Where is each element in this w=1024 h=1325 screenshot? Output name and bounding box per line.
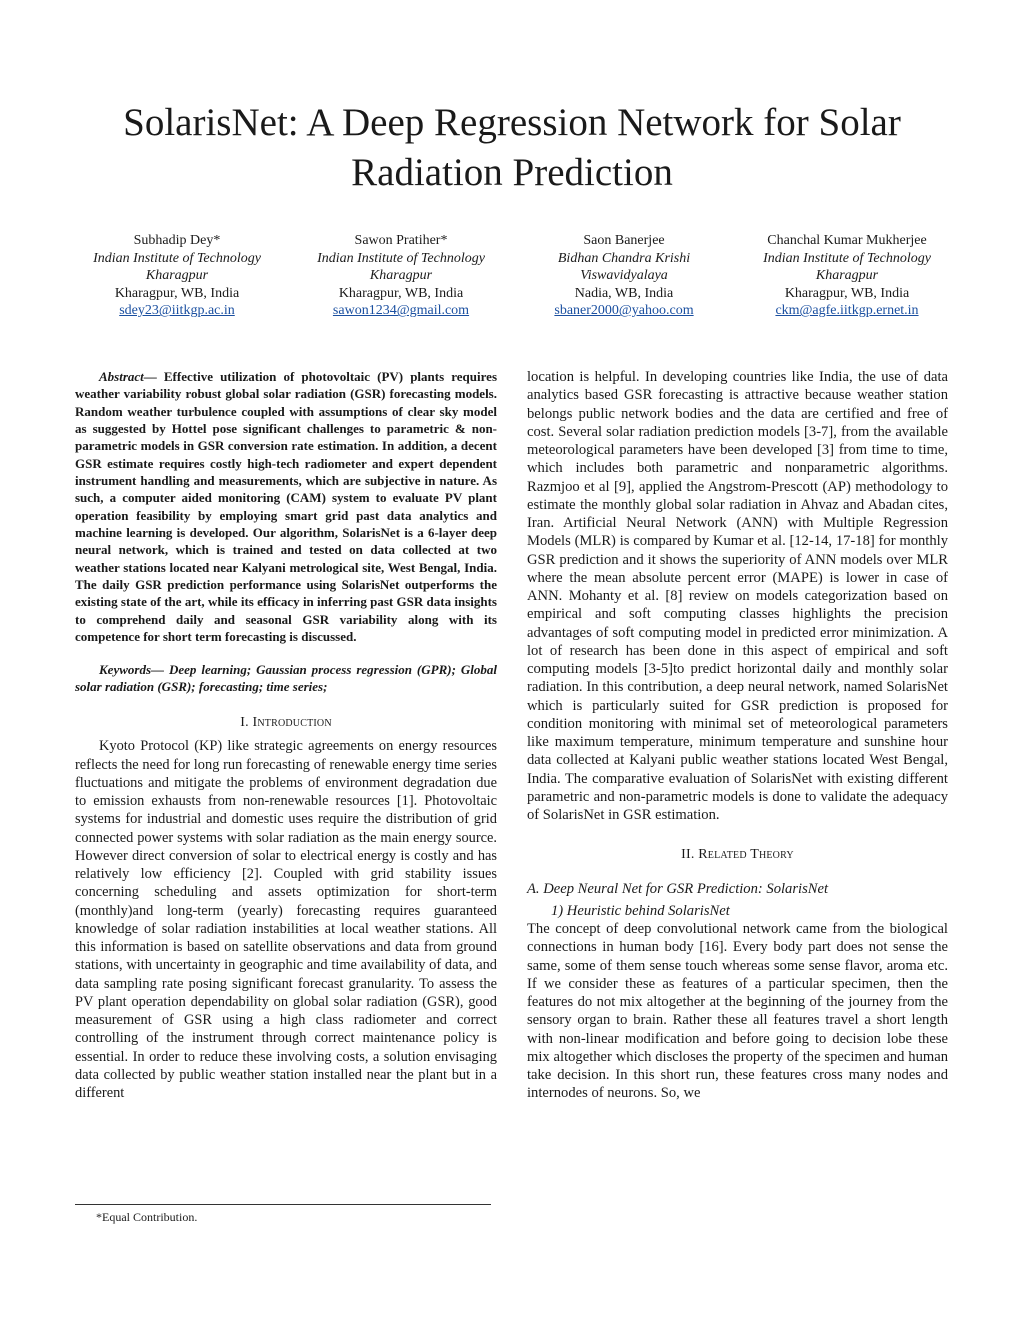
author-email-link[interactable]: ckm@agfe.iitkgp.ernet.in (775, 303, 919, 319)
author-affiliation-2: Kharagpur (815, 268, 879, 284)
subsection-heading: A. Deep Neural Net for GSR Prediction: SolarisNet (527, 880, 829, 897)
author-name: Saon Banerjee (583, 233, 665, 248)
author-affiliation: Bidhan Chandra Krishi (557, 250, 691, 266)
section-title: Introduction (252, 715, 332, 731)
section-number: II. (681, 847, 699, 863)
author-email-link[interactable]: sdey23@iitkgp.ac.in (119, 303, 235, 319)
paper-title (60, 98, 964, 198)
keywords: Keywords— Deep learning; Gaussian process regression (GPR); Global solar radiation (GSR); forecasting; time series; (75, 661, 497, 694)
author-affiliation: Indian Institute of Technology (93, 250, 261, 266)
intro-paragraph: Kyoto Protocol (KP) like strategic agreements on energy resources reflects the need for long run forecasting of renewable energy time series fluctuations and mitigate the problems of environment degradation due to emission exhausts from non-renewable resources [1]. Photovoltaic systems for industrial and domestic uses require the distribution of grid connected power systems with solar radiation as the main energy source. However direct conversion of solar to electrical energy is costly and has relatively low efficiency [2]. Coupled with grid stability issues concerning scheduling and assets optimization for short-term (monthly)and long-term (yearly) forecasting requires guaranteed knowledge of solar radiation instabilities at local weather stations. All this information is based on satellite observations and data from ground stations, with uncertainty in geographic and time availability of data, and data sampling rate posing significant forecast granularity. To assess the PV plant operation dependability on global solar radiation (GSR), good measurement of GSR using a high class radiometer and correct controlling of the instrument through correct maintenance policy is essential. In order to reduce these involving costs, a solution envisaging data collected by public weather station installed near the plant but in a different (75, 738, 497, 1102)
author-location: Kharagpur, WB, India (784, 285, 910, 301)
section-title: Related Theory (698, 847, 794, 863)
author-location: Kharagpur, WB, India (114, 285, 240, 301)
author-email-link[interactable]: sbaner2000@yahoo.com (554, 303, 694, 319)
footnote-rule (75, 1204, 491, 1205)
section-number: I. (240, 715, 253, 731)
author-4 (732, 232, 962, 320)
author-name: Subhadip Dey* (133, 233, 221, 248)
abstract-text: Effective utilization of photovoltaic (PV) plants requires weather variability robust global solar radiation (GSR) forecasting models. Random weather turbulence coupled with assumptions of clear sky model as suggested by Hottel pose significant challenges to parametric & non-parametric models in GSR conversion rate estimation. In addition, a decent GSR estimate requires costly high-tech radiometer and expert dependent instrument handling and measurements, which are subjective in nature. As such, a computer aided monitoring (CAM) system to evaluate PV plant operation feasibility by employing smart grid past data analytics and machine learning is developed. Our algorithm, SolarisNet is a 6-layer deep neural network, which is trained and tested on data collected at two weather stations located near Kalyani metrological site, West Bengal, India. The daily GSR prediction performance using SolarisNet outperforms the existing state of the art, while its efficacy in inferring past GSR data insights to comprehend daily and seasonal GSR variability along with its competence for short term forecasting is discussed. (75, 369, 497, 645)
footnote: *Equal Contribution. (96, 1210, 198, 1224)
section-heading-introduction (75, 714, 497, 732)
author-affiliation: Indian Institute of Technology (763, 250, 931, 266)
author-name: Chanchal Kumar Mukherjee (767, 233, 927, 248)
author-location: Nadia, WB, India (574, 285, 674, 301)
left-column (75, 368, 497, 1102)
author-2 (286, 232, 516, 320)
author-location: Kharagpur, WB, India (338, 285, 464, 301)
author-affiliation-2: Viswavidyalaya (580, 268, 668, 284)
section-heading-related-theory (527, 846, 948, 864)
author-affiliation: Indian Institute of Technology (317, 250, 485, 266)
heuristic-paragraph: The concept of deep convolutional network came from the biological connections in human body [16]. Every body part does not sense the same, some of them sense touch whereas some sense flavor, aroma etc. If we consider these as features of a particular specimen, then the features do not mix altogether at the beginning of the journey from the sensory organ to brain. Rather these all features travel a short length with non-linear modification and before going to decision lobe these mix altogether which discloses the property of the specimen and human take decision. In this short run, these features cross many nodes and internodes of neurons. So, we (527, 921, 948, 1102)
author-affiliation-2: Kharagpur (145, 268, 209, 284)
author-affiliation-2: Kharagpur (369, 268, 433, 284)
title-line-2: Radiation Prediction (351, 151, 673, 194)
author-1 (62, 232, 292, 320)
subsubsection-heading: 1) Heuristic behind SolarisNet (551, 902, 730, 919)
abstract-label: Abstract (99, 369, 144, 384)
author-email-link[interactable]: sawon1234@gmail.com (332, 303, 470, 319)
author-name: Sawon Pratiher* (354, 233, 448, 248)
abstract (75, 368, 497, 646)
title-line-1: SolarisNet: A Deep Regression Network for Solar (123, 101, 901, 144)
author-3 (509, 232, 739, 320)
abstract-dash: — (143, 369, 164, 384)
intro-continued-paragraph: location is helpful. In developing countries like India, the use of data analytics based GSR forecasting is attractive because weather station belongs public network bodies and the data are certified and free of cost. Several solar radiation prediction models [3-7], from the available meteorological parameters have been developed [3] from time to time, which includes both parametric and nonparametric algorithms. Razmjoo et al [9], applied the Angstrom-Prescott (AP) methodology to estimate the monthly global solar radiation in Ahvaz and Abadan cites, Iran. Artificial Neural Network (ANN) with Multiple Regression Models (MLR) is compared by Kumar et al. [12-14, 17-18] for monthly GSR prediction and it shows the superiority of ANN models over MLR where the mean absolute percent error (MAPE) is lower in case of ANN. Mohanty et al. [8] review on models categorization based on empirical and soft computing classes highlights the precision advantages of soft computing model in predicted error minimization. A lot of research has been done in this aspect of empirical and soft computing models [3-5]to predict horizontal daily and monthly solar radiation. In this contribution, a deep neural network, named SolarisNet which is particularly suited for GSR prediction is proposed for condition monitoring with minimal set of meteorological parameters like maximum temperature, minimum temperature and sunshine hour data collected at Kalyani public weather stations located West Bengal, India. The comparative evaluation of SolarisNet with existing different parametric and non-parametric models is done to validate the adequacy of SolarisNet in GSR estimation. (527, 369, 948, 823)
right-column (527, 368, 948, 1103)
